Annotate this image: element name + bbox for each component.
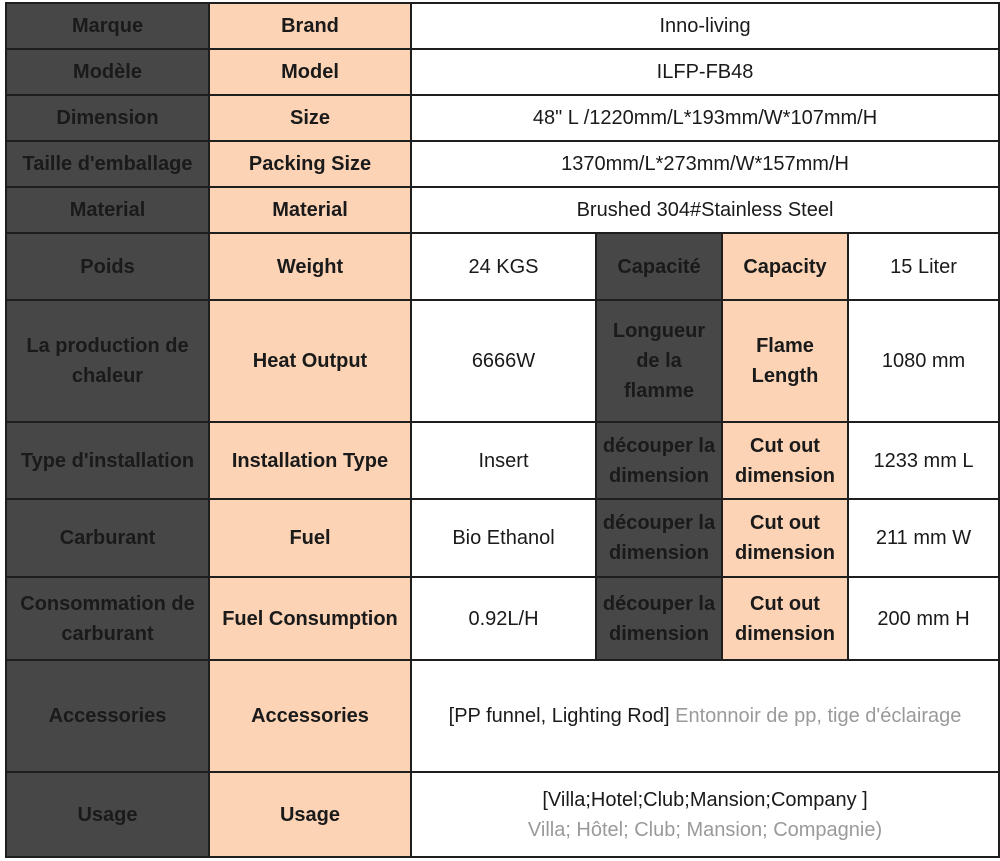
row-fuel (6, 499, 999, 577)
value-fuel-consumption: 0.92L/H (411, 577, 596, 660)
label-fr-model: Modèle (6, 49, 209, 95)
label-fr-cutout-height-line1: découper la (602, 592, 716, 615)
label-fr-cutout-width-line2: dimension (608, 542, 709, 564)
value-usage-french: Villa; Hôtel; Club; Mansion; Compagnie) (527, 818, 883, 841)
label-en-weight: Weight (209, 233, 411, 300)
label-fr-heat-output-line2: chaleur (71, 365, 144, 387)
label-fr-weight: Poids (6, 233, 209, 300)
label-fr-heat-output (6, 300, 209, 422)
label-fr-fuel: Carburant (6, 499, 209, 577)
label-fr-usage: Usage (6, 772, 209, 857)
label-fr-flame-length-line2: de la (636, 350, 682, 372)
label-fr-cutout-length-line2: dimension (608, 464, 709, 487)
label-en-cutout-width-line1: Cut out (750, 512, 820, 534)
value-packing-size: 1370mm/L*273mm/W*157mm/H (411, 141, 999, 187)
label-fr-flame-length-line1: Longueur (612, 320, 706, 342)
label-fr-flame-length-line3: flamme (623, 380, 695, 402)
value-fuel: Bio Ethanol (411, 499, 596, 577)
row-material (6, 187, 999, 233)
label-en-cutout-height-line1: Cut out (750, 592, 820, 615)
value-cutout-width: 211 mm W (848, 499, 999, 577)
label-en-cutout-length-line1: Cut out (750, 434, 820, 457)
row-brand (6, 3, 999, 49)
row-fuel-consumption (6, 577, 999, 660)
label-fr-cutout-height-line2: dimension (608, 622, 709, 645)
label-en-fuel: Fuel (209, 499, 411, 577)
value-usage (411, 772, 999, 857)
label-fr-heat-output-line1: La production de (26, 335, 189, 357)
label-en-brand: Brand (209, 3, 411, 49)
label-fr-fuel-consumption-line1: Consommation de (20, 592, 195, 615)
value-material: Brushed 304#Stainless Steel (411, 187, 999, 233)
value-capacity: 15 Liter (848, 233, 999, 300)
label-en-installation-type: Installation Type (209, 422, 411, 499)
label-en-flame-length (722, 300, 848, 422)
label-en-cutout-width (722, 499, 848, 577)
label-fr-accessories: Accessories (6, 660, 209, 772)
value-brand: Inno-living (411, 3, 999, 49)
row-model (6, 49, 999, 95)
row-accessories (6, 660, 999, 772)
label-fr-packing-size: Taille d'emballage (6, 141, 209, 187)
label-fr-cutout-width (596, 499, 722, 577)
value-model: ILFP-FB48 (411, 49, 999, 95)
label-fr-cutout-height (596, 577, 722, 660)
label-en-cutout-width-line2: dimension (734, 542, 835, 564)
value-accessories (411, 660, 999, 772)
label-fr-fuel-consumption-line2: carburant (61, 622, 154, 645)
label-fr-cutout-length (596, 422, 722, 499)
label-fr-capacity: Capacité (596, 233, 722, 300)
label-en-material: Material (209, 187, 411, 233)
row-installation-type (6, 422, 999, 499)
row-packing-size (6, 141, 999, 187)
label-en-accessories: Accessories (209, 660, 411, 772)
value-installation-type: Insert (411, 422, 596, 499)
label-fr-cutout-width-line1: découper la (602, 512, 716, 534)
spec-table (5, 2, 1000, 858)
value-accessories-main: [PP funnel, Lighting Rod] (448, 705, 670, 727)
label-en-cutout-height (722, 577, 848, 660)
label-en-flame-length-line2: Length (751, 365, 819, 387)
label-en-heat-output: Heat Output (209, 300, 411, 422)
label-fr-material: Material (6, 187, 209, 233)
value-heat-output: 6666W (411, 300, 596, 422)
label-en-capacity: Capacity (722, 233, 848, 300)
label-en-cutout-length (722, 422, 848, 499)
value-usage-main: [Villa;Hotel;Club;Mansion;Company ] (542, 788, 868, 811)
label-fr-flame-length (596, 300, 722, 422)
row-heat-output (6, 300, 999, 422)
label-en-model: Model (209, 49, 411, 95)
value-weight: 24 KGS (411, 233, 596, 300)
label-en-usage: Usage (209, 772, 411, 857)
value-flame-length: 1080 mm (848, 300, 999, 422)
value-cutout-height: 200 mm H (848, 577, 999, 660)
label-en-packing-size: Packing Size (209, 141, 411, 187)
value-accessories-french: Entonnoir de pp, tige d'éclairage (675, 705, 962, 727)
label-en-fuel-consumption: Fuel Consumption (209, 577, 411, 660)
label-en-cutout-height-line2: dimension (734, 622, 835, 645)
label-en-flame-length-line1: Flame (756, 335, 814, 357)
label-en-cutout-length-line2: dimension (734, 464, 835, 487)
label-en-size: Size (209, 95, 411, 141)
row-usage (6, 772, 999, 857)
label-fr-fuel-consumption (6, 577, 209, 660)
value-size: 48" L /1220mm/L*193mm/W*107mm/H (411, 95, 999, 141)
value-cutout-length: 1233 mm L (848, 422, 999, 499)
row-size (6, 95, 999, 141)
row-weight (6, 233, 999, 300)
label-fr-size: Dimension (6, 95, 209, 141)
label-fr-installation-type: Type d'installation (6, 422, 209, 499)
label-fr-cutout-length-line1: découper la (602, 434, 716, 457)
label-fr-brand: Marque (6, 3, 209, 49)
